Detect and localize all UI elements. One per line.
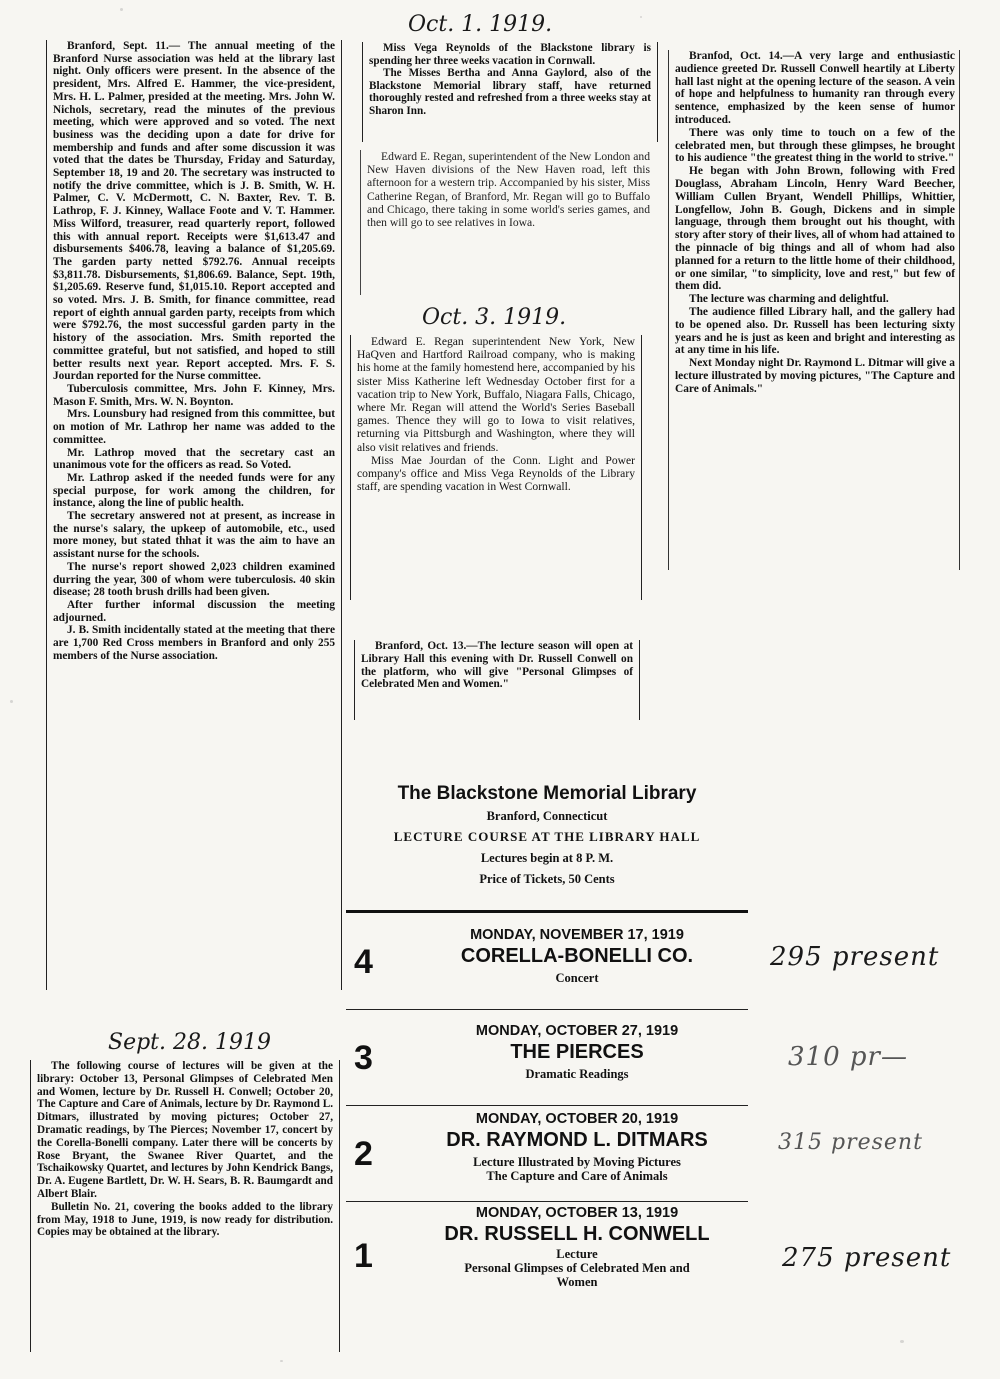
clip-paragraph: The lecture was charming and delightful. bbox=[689, 293, 889, 306]
clip-paragraph: The audience filled Library hall, and the gallery had to be opened also. Dr. Russell has been lecturing sixty years and he is just as keen and bright and interesting as at any time in his life. bbox=[675, 305, 955, 357]
clip-paragraph: Bulletin No. 21, covering the books added to the library from May, 1918 to June, 1919, is now ready for distribution. Copies may be obtained at the library. bbox=[37, 1200, 333, 1239]
lecture-description: Concert bbox=[555, 971, 599, 985]
lecture-body bbox=[406, 1111, 748, 1183]
lecture-number: 4 bbox=[354, 943, 373, 981]
advert-begin-time: Lectures begin at 8 P. M. bbox=[480, 851, 614, 865]
clip-paragraph: Tuberculosis committee, Mrs. John F. Kinney, Mrs. Mason F. Smith, Mrs. W. N. Boynton. bbox=[53, 382, 335, 408]
clipping-lecture-course bbox=[30, 1060, 340, 1352]
clip-paragraph: Mr. Lathrop asked if the needed funds were for any special purpose, for work among the children, for instance, along the line of public health. bbox=[53, 471, 335, 510]
clip-paragraph: The secretary answered not at present, as increase in the nurse's salary, the upkeep of automobile, etc., used more money, but stated thhat it was the aim to have an assistant nurse for the schools. bbox=[53, 510, 335, 561]
clipping-lecture-opening bbox=[354, 640, 640, 720]
lecture-number: 3 bbox=[354, 1039, 373, 1077]
lecture-date: MONDAY, OCTOBER 13, 1919 bbox=[475, 1205, 679, 1221]
clip-paragraph: Mrs. Lounsbury had resigned from this committee, but on motion of Mr. Lathrop her name was added to the committee. bbox=[53, 408, 335, 446]
lecture-entry-1 bbox=[346, 1203, 748, 1303]
clip-paragraph: J. B. Smith incidentally stated at the meeting that there are 1,700 Red Cross members in Branford and only 255 members of the Nurse association. bbox=[53, 624, 335, 662]
scan-speck bbox=[280, 1360, 283, 1362]
attendance-note-lecture-1: 275 present bbox=[782, 1243, 952, 1273]
lecture-entry-3 bbox=[346, 1011, 748, 1106]
attendance-note-lecture-4: 295 present bbox=[770, 942, 940, 972]
handwritten-date-oct1: Oct. 1. 1919. bbox=[408, 12, 553, 37]
lecture-subtitle: Personal Glimpses of Celebrated Men and Women bbox=[464, 1261, 690, 1289]
scan-speck bbox=[640, 16, 642, 18]
clip-paragraph: After further informal discussion the meeting adjourned. bbox=[53, 598, 335, 624]
clipping-regan-1 bbox=[360, 150, 656, 295]
clip-paragraph: Miss Mae Jourdan of the Conn. Light and Power company's office and Miss Vega Reynolds of the Library staff, are spending vacation in West Cornwall. bbox=[357, 453, 635, 494]
clipping-reynolds bbox=[362, 42, 658, 142]
lecture-performer: THE PIERCES bbox=[510, 1041, 644, 1063]
clip-paragraph: The nurse's report showed 2,023 children examined durring the year, 300 of whom were tuberculosis. 40 skin disease; 28 tooth brush drills had been given. bbox=[53, 560, 335, 599]
clip-paragraph: Branford, Oct. 13.—The lecture season will open at Library Hall this evening with Dr. Russell Conwell on the platform, who will give "Personal Glimpses of Celebrated Men and Women." bbox=[361, 640, 633, 691]
advert-title: The Blackstone Memorial Library bbox=[397, 783, 697, 804]
lecture-subtitle: The Capture and Care of Animals bbox=[486, 1169, 668, 1183]
handwritten-date-oct3: Oct. 3. 1919. bbox=[422, 305, 567, 330]
lecture-number: 2 bbox=[354, 1135, 373, 1173]
lecture-body bbox=[406, 927, 748, 985]
lecture-performer: DR. RUSSELL H. CONWELL bbox=[444, 1223, 710, 1245]
clip-paragraph: The following course of lectures will be given at the library: October 13, Personal Glimpses of Celebrated Men and Women, lecture by Dr. Russell H. Conwell; October 20, The Capture and Care of Animals, lecture by Dr. Raymond L. Ditmars, illustrated by moving pictures; October 27, Dramatic readings, by The Pierces; November 17, concert by the Corella-Bonelli company. Later there will be concerts by Rose Bryant, the Swanee River Quartet, and the Tschaikowsky Quartet, and lectures by John Kendrick Bangs, Dr. A. Eugene Bartlett, Dr. W. H. Sears, B. R. Baumgardt and Albert Blair. bbox=[37, 1060, 333, 1200]
clip-paragraph: Branfod, Oct. 14.—A very large and enthusiastic audience greeted Dr. Russell Conwell heartily at Liberty hall last night at the opening lecture of the season. A vein of hope and helpfulness to humanity ran through every sentence, emphasized by the keen sense of humor introduced. bbox=[675, 50, 955, 126]
advert-ticket-price: Price of Tickets, 50 Cents bbox=[479, 872, 615, 886]
clip-paragraph: Branford, Sept. 11.— The annual meeting of the Branford Nurse association was held at the library last night. Only officers were present. In the absence of the president, Mrs. Alfred E. Hammer, the vice-president, Mrs. H. L. Palmer, presided at the meeting. Mrs. John W. Nichols, secretary, read the minutes of the previous meeting, which were approved and so voted. The next business was the deciding upon a date for drive for membership and funds and after some discussion it was voted that the dates be Thursday, Friday and Saturday, September 18, 19 and 20. The secretary was instructed to notify the drive committee, which is J. B. Smith, W. H. Palmer, C. V. McDermott, C. N. Baxter, Rev. T. B. Lathrop, F. J. Kinney, Wallace Foote and V. T. Hammer. Miss Wilford, treasurer, read quarterly report, followed this with annual report. Receipts were $1,613.47 and disbursements $406.78, leaving a balance of $1,205.69. The garden party netted $792.76. Annual receipts $3,811.78. Disbursements, $1,806.69. Balance, Sept. 19th, $1,205.69. Reserve fund, $1,015.10. Report accepted and so voted. Mrs. J. B. Smith, for finance committee, read report of eighth annual garden party, receipts from which were $792.76, the most successful garden party in the history of the association. Mrs. Smith reported the committee grateful, but not satisfied, and hoped to still better results next year. Report accepted. Mrs. F. S. Jourdan reported for the Nurse committee. bbox=[53, 40, 335, 383]
scan-speck bbox=[120, 8, 123, 11]
attendance-note-lecture-2: 315 present bbox=[778, 1130, 923, 1155]
clip-paragraph: Edward E. Regan, superintendent of the New London and New Haven divisions of the New Haven road, left this afternoon for a western trip. Accompanied by his sister, Miss Catherine Regan, of Branford, Mr. Regan will go to Buffalo and Chicago, there taking in some world's series games, and then will go to see relatives in Iowa. bbox=[367, 150, 650, 230]
clip-paragraph: There was only time to touch on a few of the celebrated men, but through these glimpses, he brought to his audience "the greatest thing in the world to strive." bbox=[675, 126, 955, 165]
lecture-description: Lecture bbox=[556, 1247, 598, 1261]
lecture-performer: DR. RAYMOND L. DITMARS bbox=[446, 1129, 708, 1151]
lecture-description: Dramatic Readings bbox=[525, 1067, 629, 1081]
attendance-note-lecture-3: 310 pr— bbox=[788, 1042, 908, 1072]
lecture-description: Lecture Illustrated by Moving Pictures bbox=[473, 1155, 681, 1169]
lecture-date: MONDAY, OCTOBER 27, 1919 bbox=[475, 1023, 679, 1039]
advert-location: Branford, Connecticut bbox=[486, 809, 608, 823]
lecture-entry-4 bbox=[346, 915, 748, 1010]
lecture-entry-2 bbox=[346, 1107, 748, 1202]
lecture-date: MONDAY, OCTOBER 20, 1919 bbox=[475, 1111, 679, 1127]
handwritten-date-sept28: Sept. 28. 1919 bbox=[108, 1030, 271, 1055]
clip-paragraph: He began with John Brown, following with Fred Douglass, Abraham Lincoln, Henry Ward Beecher, William Cullen Bryant, Wendell Phillips, Whittier, Longfellow, John B. Gough, Dickens and in simple language, through them brought out his thought, with story after story of their lives, all of whom had attained to the pinnacle of big things and all of whom had also planned for a return to the little home of their childhood, or one similar, "to simplicity, love and rest," but few of them did. bbox=[675, 165, 955, 293]
lecture-body bbox=[406, 1023, 748, 1081]
clipping-conwell-review bbox=[668, 50, 960, 570]
clipping-regan-2 bbox=[350, 335, 642, 600]
advert-course: LECTURE COURSE AT THE LIBRARY HALL bbox=[393, 829, 701, 844]
clip-paragraph: The Misses Bertha and Anna Gaylord, also of the Blackstone Memorial library staff, have returned thoroughly rested and refreshed from a three weeks stay at Sharon Inn. bbox=[369, 67, 651, 117]
clip-paragraph: Next Monday night Dr. Raymond L. Ditmar will give a lecture illustrated by moving pictures, "The Capture and Care of Animals." bbox=[675, 357, 955, 395]
lecture-body bbox=[406, 1205, 748, 1289]
scan-speck bbox=[10, 700, 13, 703]
advert-divider bbox=[346, 910, 748, 913]
scan-speck bbox=[900, 1340, 904, 1343]
advert-header bbox=[346, 783, 748, 887]
lecture-course-advertisement bbox=[346, 765, 748, 1310]
clip-paragraph: Miss Vega Reynolds of the Blackstone library is spending her three weeks vacation in Cornwall. bbox=[369, 42, 651, 67]
clipping-nurse-association bbox=[46, 40, 342, 990]
lecture-number: 1 bbox=[354, 1237, 373, 1275]
lecture-date: MONDAY, NOVEMBER 17, 1919 bbox=[470, 927, 684, 943]
lecture-performer: CORELLA-BONELLI CO. bbox=[460, 945, 694, 967]
clip-paragraph: Edward E. Regan superintendent New York, New HaQven and Hartford Railroad company, who is making his home at the family homestend here, accompanied by his sister Miss Katherine left Wednesday October first for a vacation trip to New York, Buffalo, Niagara Falls, Chicago, where Mr. Regan will attend the World's Series Baseball games. Thence they will go to Iowa to visit relatives, returning via Pittsburgh and Washington, where they will also visit relatives and friends. bbox=[357, 335, 635, 454]
clip-paragraph: Mr. Lathrop moved that the secretary cast an unanimous vote for the officers as read. So Voted. bbox=[53, 446, 335, 472]
